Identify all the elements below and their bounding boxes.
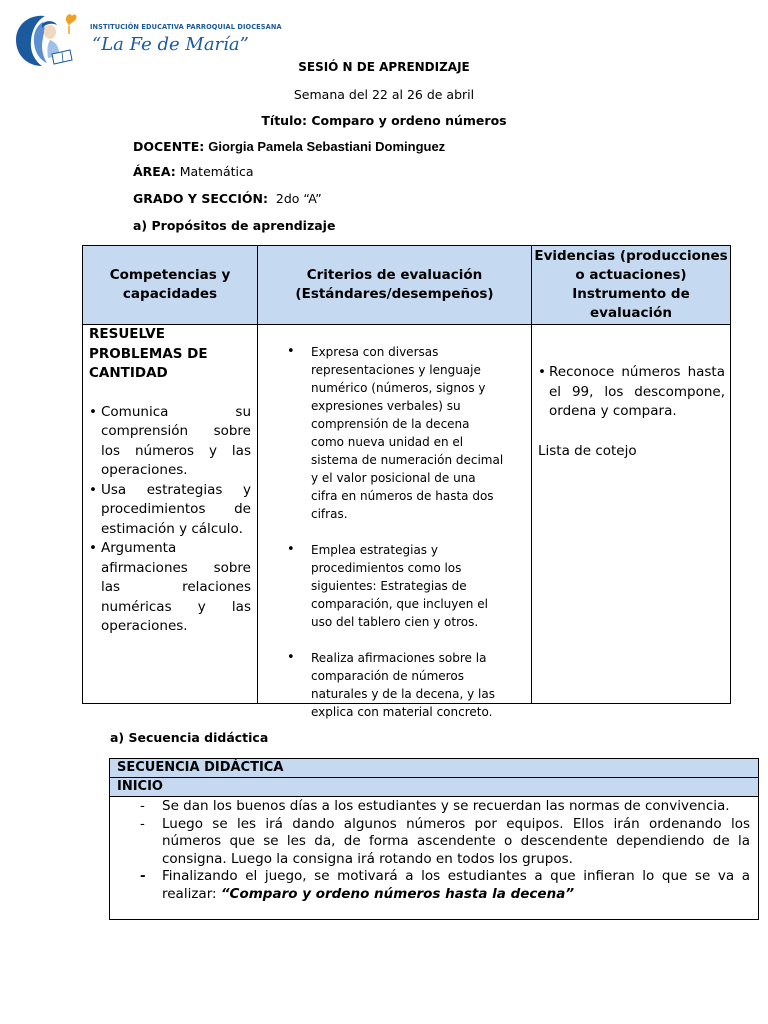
propositos-table xyxy=(82,245,731,719)
evidencias-cell xyxy=(538,363,725,461)
list-item xyxy=(136,868,750,903)
topic-label: Título: xyxy=(261,113,307,128)
list-item: - Se dan los buenos días a los estudiantes y se recuerdan las normas de convivencia. xyxy=(136,798,750,816)
secuencia-heading: a) Secuencia didáctica xyxy=(110,730,269,745)
docente-label: DOCENTE: xyxy=(133,139,205,154)
list-item-text: Finalizando el juego, se motivará a los estudiantes a que infieran lo que se va a realizar: xyxy=(162,868,750,902)
list-item: • Comunica su comprensión sobre los números y las operaciones. xyxy=(89,403,251,481)
topic-title xyxy=(0,113,768,128)
docente-line xyxy=(133,139,445,154)
criterios-cell xyxy=(283,343,505,739)
week-range: Semana del 22 al 26 de abril xyxy=(293,87,475,102)
header-competencias: Competencias y capacidades xyxy=(109,267,231,302)
competencias-cell xyxy=(89,325,251,637)
area-label: ÁREA: xyxy=(133,164,176,179)
topic-value: Comparo y ordeno números xyxy=(311,113,507,128)
secuencia-table xyxy=(109,758,759,920)
grado-value: 2do “A” xyxy=(275,191,322,206)
list-item: - Luego se les irá dando algunos números por equipos. Ellos irán ordenando los números que se les da, de forma ascendente o descendente dependiendo de la consigna. Luego la consigna irá rotando en todos los grupos. xyxy=(136,816,750,869)
institution-name: INSTITUCIÓN EDUCATIVA PARROQUIAL DIOCESANA xyxy=(90,23,282,31)
capacidades-list xyxy=(89,403,251,637)
inicio-content xyxy=(136,798,750,903)
evidencia-item: • Reconoce números hasta el 99, los descompone, ordena y compara. xyxy=(538,363,725,422)
list-item: • Realiza afirmaciones sobre la comparación de números naturales y de la decena, y las explica con material concreto. xyxy=(283,649,505,721)
list-item: • Usa estrategias y procedimientos de estimación y cálculo. xyxy=(89,481,251,540)
list-item: • Argumenta afirmaciones sobre las relaciones numéricas y las operaciones. xyxy=(89,539,251,637)
instrumento-text: Lista de cotejo xyxy=(538,442,637,459)
header-evidencias: Evidencias (producciones o actuaciones) Instrumento de evaluación xyxy=(534,248,728,321)
grado-line xyxy=(133,191,322,206)
inicio-row: INICIO xyxy=(110,778,758,797)
propositos-heading: a) Propósitos de aprendizaje xyxy=(133,218,336,233)
institution-motto: “La Fe de María” xyxy=(92,34,249,55)
session-title: SESIÓ N DE APRENDIZAJE xyxy=(298,60,470,74)
header-criterios: Criterios de evaluación (Estándares/desempeños) xyxy=(295,267,494,302)
area-line xyxy=(133,164,254,179)
activity-title: “Comparo y ordeno números hasta la decena” xyxy=(220,885,575,902)
docente-name: Giorgia Pamela Sebastiani Dominguez xyxy=(208,139,446,154)
list-item: • Expresa con diversas representaciones y lenguaje numérico (números, signos y expresiones verbales) su comprensión de la decena como nueva unidad en el sistema de numeración decimal y el valor posicional de una cifra en números de hasta dos cifras. xyxy=(283,343,505,523)
criterios-list xyxy=(283,343,505,721)
area-value: Matemática xyxy=(179,164,254,179)
secuencia-title-row: SECUENCIA DIDÁCTICA xyxy=(110,759,758,778)
competencia-title: RESUELVE PROBLEMAS DE CANTIDAD xyxy=(89,326,208,381)
list-item: • Emplea estrategias y procedimientos como los siguientes: Estrategias de comparación, que incluyen el uso del tablero cien y otros. xyxy=(283,541,505,631)
grado-label: GRADO Y SECCIÓN: xyxy=(133,191,268,206)
